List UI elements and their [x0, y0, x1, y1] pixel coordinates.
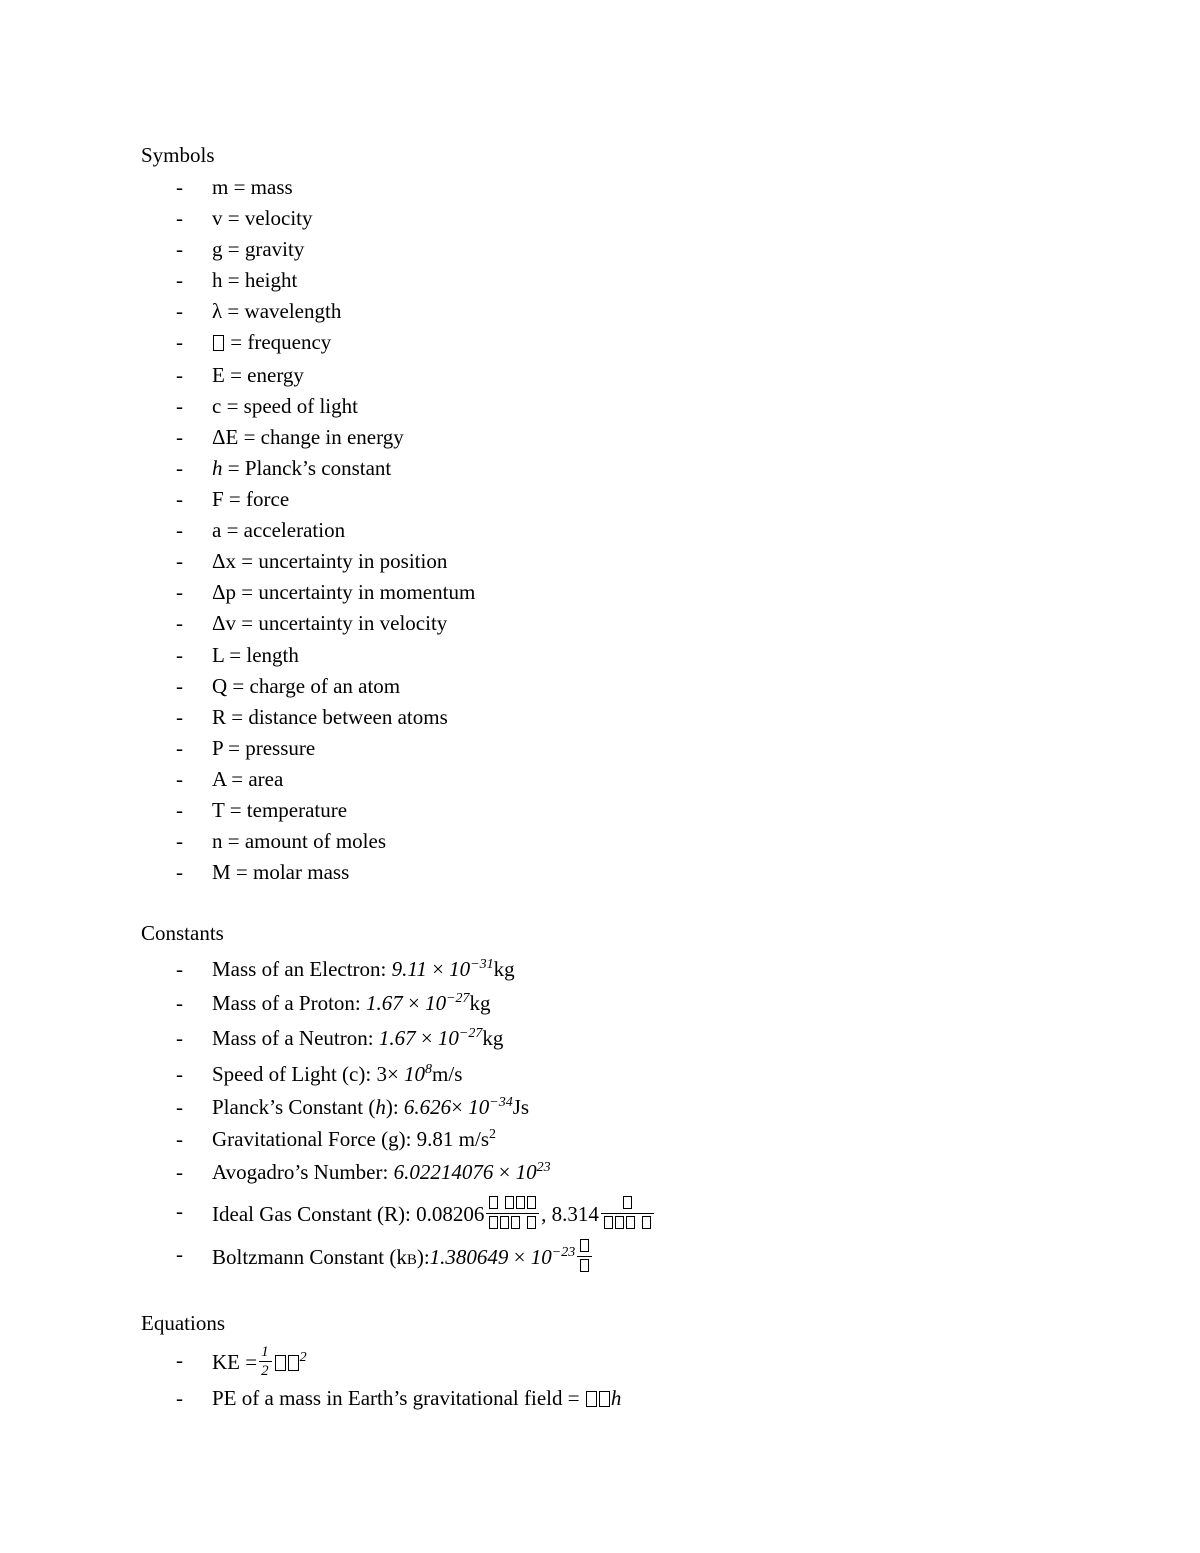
- constant-proton-mass: - Mass of a Proton: $1.67 \times 10^{-27}kg$: [176, 991, 491, 1015]
- list-item: - m = mass: [176, 175, 293, 199]
- constants-heading: Constants: [141, 921, 224, 945]
- list-item: - λ = wavelength: [176, 299, 342, 323]
- equation-potential-energy: - PE of a mass in Earth’s gravitational field = h: [176, 1386, 622, 1410]
- list-item: - g = gravity: [176, 237, 305, 261]
- list-item: - L = length: [176, 643, 299, 667]
- boltzmann-fraction: [577, 1239, 592, 1275]
- gas-fraction-atm: [486, 1196, 539, 1232]
- constant-gravity: - Gravitational Force (g): 9.81 $m/s^2$: [176, 1127, 497, 1151]
- list-item: - P = pressure: [176, 736, 316, 760]
- list-item: - R = distance between atoms: [176, 705, 448, 729]
- constant-avogadro: - Avogadro’s Number: $6.02214076 \times 10^{23}$: [176, 1160, 551, 1184]
- gas-fraction-joule: [601, 1196, 654, 1232]
- constant-planck: - Planck’s Constant (h): $6.626\times 10^{-34}Js$: [176, 1095, 530, 1119]
- constant-speed-of-light: - Speed of Light (c): $3\times 10^8m/s$: [176, 1062, 463, 1086]
- constant-ideal-gas: - Ideal Gas Constant (R): 0.08206 , 8.314: [0, 1198, 1000, 1224]
- ke-fraction: $\frac{1}{2}$: [261, 1344, 270, 1379]
- constant-boltzmann: - Boltzmann Constant (kB):1.380649 × $10^{-23}$: [0, 1241, 1000, 1267]
- equation-kinetic-energy: - KE = $\frac{1}{2}$ $^2$: [176, 1344, 307, 1379]
- list-item: - Δv = uncertainty in velocity: [176, 611, 448, 635]
- list-item: - h = height: [176, 268, 298, 292]
- list-item: - ΔE = change in energy: [176, 425, 404, 449]
- list-item: - c = speed of light: [176, 394, 358, 418]
- list-item: - v = velocity: [176, 206, 313, 230]
- list-item: - A = area: [176, 767, 284, 791]
- list-item: - E = energy: [176, 363, 304, 387]
- list-item: - = frequency: [176, 330, 332, 354]
- equations-heading: Equations: [141, 1311, 225, 1335]
- list-item: - a = acceleration: [176, 518, 346, 542]
- list-item: - M = molar mass: [176, 860, 350, 884]
- list-item: - n = amount of moles: [176, 829, 386, 853]
- constant-neutron-mass: - Mass of a Neutron: $1.67 \times 10^{-27}kg$: [176, 1026, 504, 1050]
- list-item: - T = temperature: [176, 798, 348, 822]
- list-item: - Q = charge of an atom: [176, 674, 401, 698]
- symbols-heading: Symbols: [141, 143, 215, 167]
- list-item: - Δp = uncertainty in momentum: [176, 580, 476, 604]
- list-item: - F = force: [176, 487, 290, 511]
- constant-electron-mass: - Mass of an Electron: $9.11 \times 10^{-31}kg$: [176, 957, 515, 981]
- list-item: - Δx = uncertainty in position: [176, 549, 448, 573]
- missing-glyph-icon: [213, 335, 224, 351]
- list-item: - h = Planck’s constant: [176, 456, 392, 480]
